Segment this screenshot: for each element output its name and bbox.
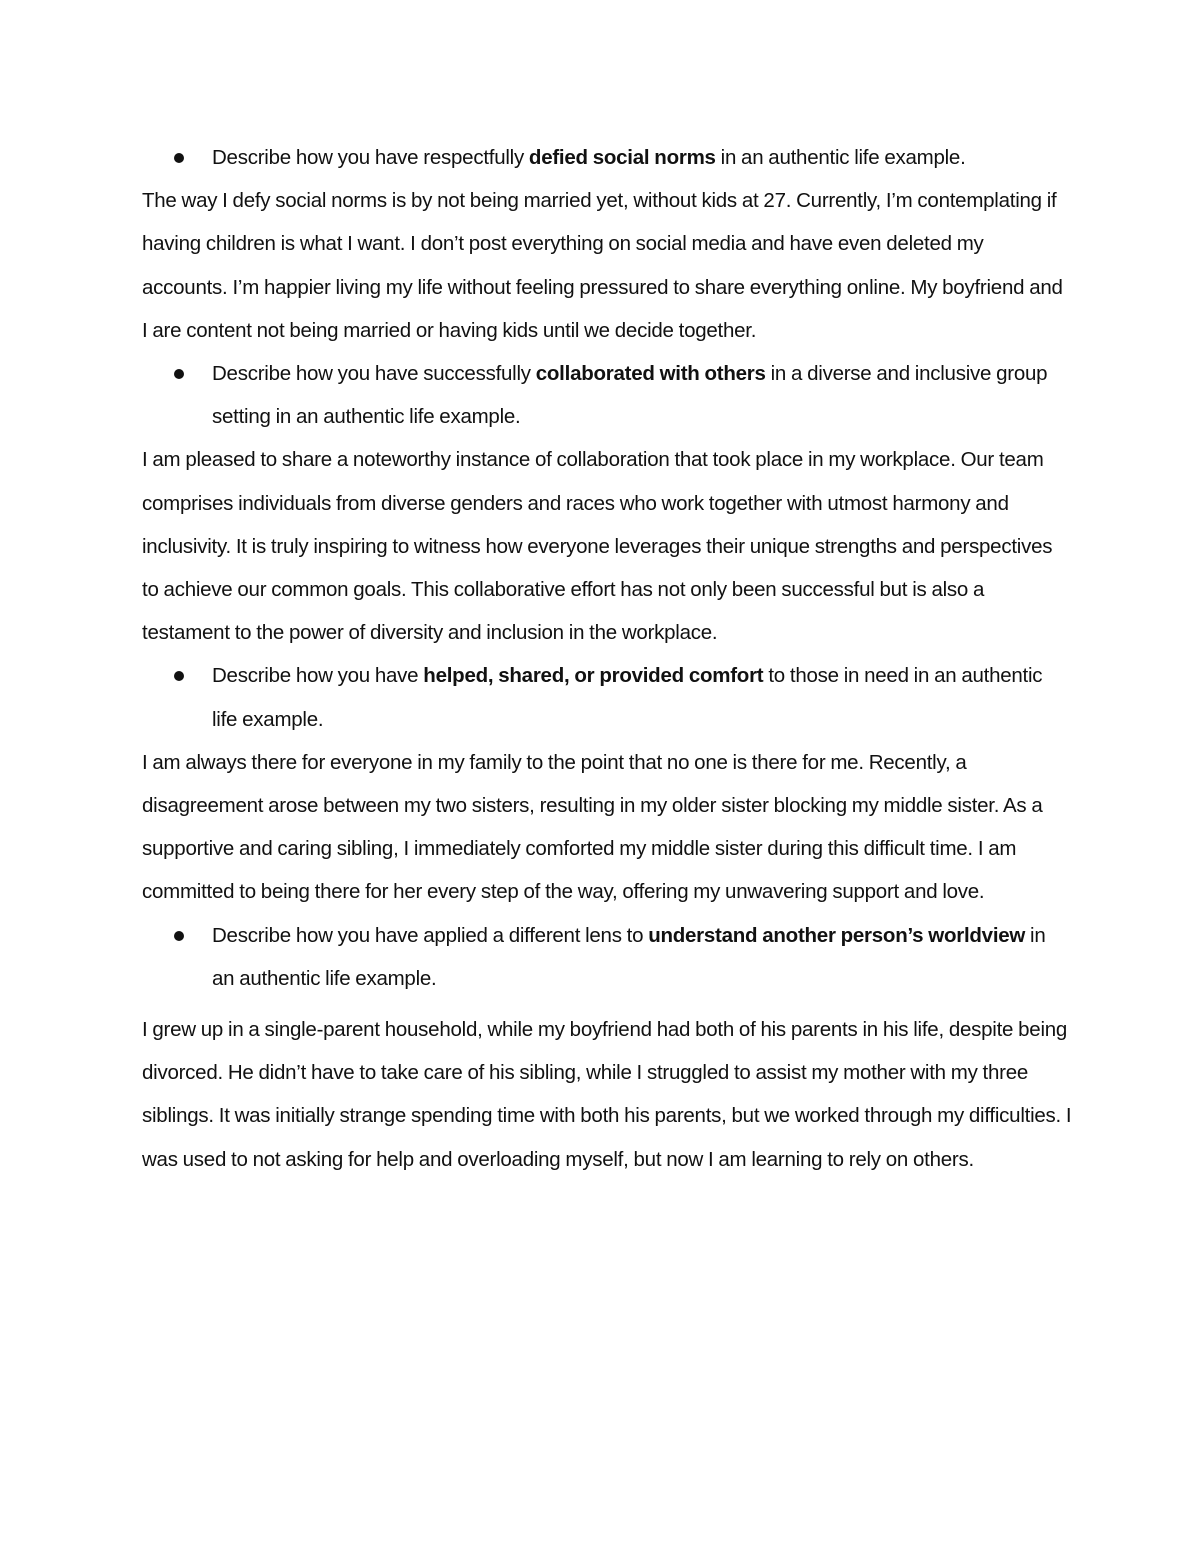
prompt-text: in an authentic life example. bbox=[212, 923, 1046, 990]
question-prompt-2 bbox=[142, 352, 1072, 438]
prompt-text: in an authentic life example. bbox=[715, 146, 966, 169]
question-prompt-4 bbox=[142, 914, 1072, 1000]
prompt-text: Describe how you have bbox=[212, 664, 424, 688]
prompt-text: Describe how you have applied a different lens to bbox=[212, 923, 649, 947]
question-prompt-1 bbox=[142, 136, 1072, 179]
prompt-text: Describe how you have successfully bbox=[212, 362, 536, 386]
answer-paragraph-3: I am always there for everyone in my family to the point that no one is there for me. Recently, a disagreement arose between my two sisters, resulting in my older sister blocking my middle sister. As a supportive and caring sibling, I immediately comforted my middle sister during this difficult time. I am committed to being there for her every step of the way, offering my unwavering support and love. bbox=[142, 750, 1043, 904]
answer-paragraph-1: The way I defy social norms is by not being married yet, without kids at 27. Currently, I’m contemplating if having children is what I want. I don’t post everything on social media and have even deleted my accounts. I’m happier living my life without feeling pressured to share everything online. My boyfriend and I are content not being married or having kids until we decide together. bbox=[142, 189, 1063, 342]
bullet-icon bbox=[174, 369, 184, 379]
prompt-emphasis: collaborated with others bbox=[535, 362, 766, 386]
prompt-emphasis: understand another person’s worldview bbox=[648, 923, 1026, 947]
bullet-icon bbox=[174, 671, 184, 681]
document-body bbox=[142, 136, 1072, 1181]
answer-paragraph-2: I am pleased to share a noteworthy instance of collaboration that took place in my workplace. Our team comprises individuals from diverse genders and races who work together with utmost harmony and inclusivity. It is truly inspiring to witness how everyone leverages their unique strengths and perspectives to achieve our common goals. This collaborative effort has not only been successful but is also a testament to the power of diversity and inclusion in the workplace. bbox=[142, 448, 1053, 645]
answer-paragraph-4: I grew up in a single-parent household, while my boyfriend had both of his parents in his life, despite being divorced. He didn’t have to take care of his sibling, while I struggled to assist my mother with my three siblings. It was initially strange spending time with both his parents, but we worked through my difficulties. I was used to not asking for help and overloading myself, but now I am learning to rely on others. bbox=[142, 1018, 1072, 1171]
prompt-text: Describe how you have respectfully bbox=[212, 146, 529, 169]
prompt-text: to those in need in an authentic life example. bbox=[212, 664, 1043, 731]
question-prompt-3 bbox=[142, 654, 1072, 740]
prompt-emphasis: helped, shared, or provided comfort bbox=[423, 664, 764, 688]
prompt-text: in a diverse and inclusive group setting in an authentic life example. bbox=[212, 362, 1048, 429]
bullet-icon bbox=[174, 931, 184, 941]
prompt-emphasis: defied social norms bbox=[528, 146, 716, 169]
bullet-icon bbox=[174, 153, 184, 163]
